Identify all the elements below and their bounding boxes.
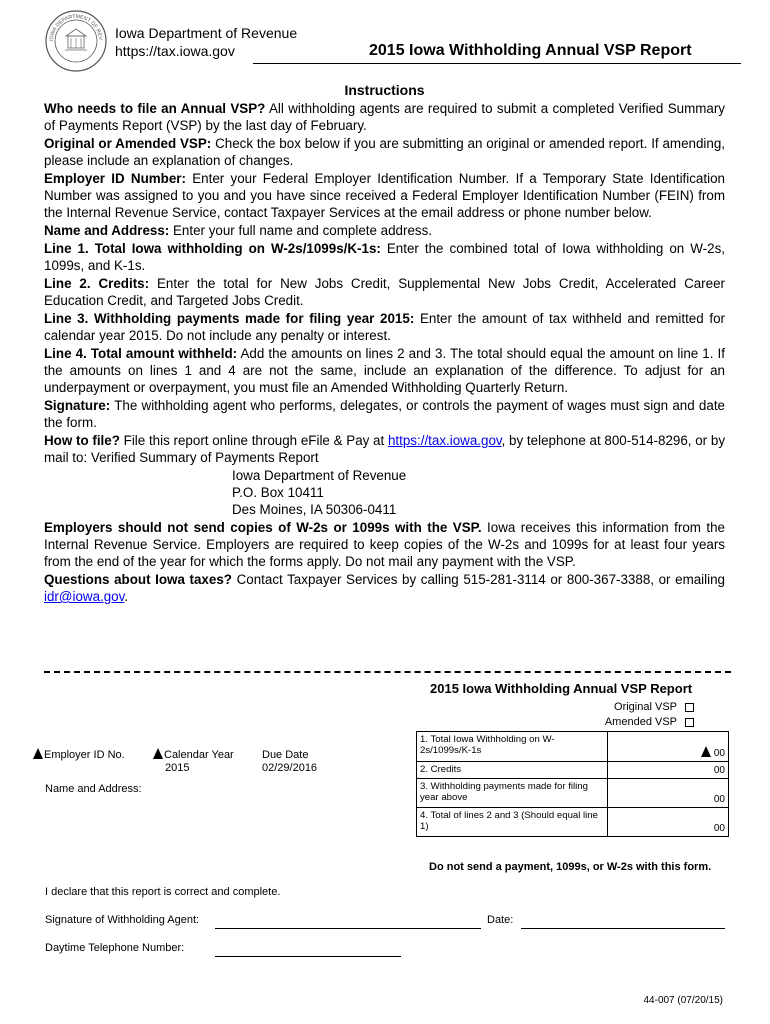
agency-name: Iowa Department of Revenue [115, 25, 298, 41]
original-vsp-label: Original VSP [614, 701, 677, 713]
calendar-year-field: Calendar Year 2015 [153, 748, 234, 775]
instr-signature: Signature: The withholding agent who performs, delegates, or controls the payment of wages must sign and date the form. [44, 398, 725, 430]
amended-vsp-label: Amended VSP [604, 716, 677, 728]
employer-id-field[interactable]: Employer ID No. [33, 748, 125, 762]
cut-line [44, 671, 731, 673]
line4-amount-input[interactable]: 00 [608, 808, 729, 837]
department-seal [45, 10, 107, 72]
phone-field[interactable] [215, 956, 401, 957]
phone-label: Daytime Telephone Number: [45, 942, 185, 954]
calendar-year-value: 2015 [165, 762, 190, 774]
table-row [417, 732, 729, 762]
name-address-label: Name and Address: [45, 783, 142, 795]
declaration: I declare that this report is correct and complete. [45, 886, 281, 898]
amended-vsp-option [605, 716, 694, 728]
instr-employers-note: Employers should not send copies of W-2s or 1099s with the VSP. Iowa receives this information from the Internal Revenue Service. Employers are required to keep copies of the W-2s and 1099s for at least four years from the end of the year for which the forms apply. Do not mail any payment with the VSP. [44, 520, 725, 569]
instructions-heading: Instructions [344, 82, 425, 98]
instr-line3: Line 3. Withholding payments made for filing year 2015: Enter the amount of tax withheld and remitted for calendar year 2015. Do not include any penalty or interest. [44, 311, 725, 343]
table-row [417, 762, 729, 779]
due-date-value: 02/29/2016 [262, 762, 318, 774]
instr-line4: Line 4. Total amount withheld: Add the amounts on lines 2 and 3. The total should equal the amount on line 1. If the amounts on lines 1 and 4 are not the same, include an explanation of the difference. To adjust for an underpayment or overpayment, you must file an Amended Withholding Quarterly Return. [44, 346, 725, 395]
line1-label: 1. Total Iowa Withholding on W-2s/1099s/K-1s [417, 732, 608, 762]
original-vsp-checkbox[interactable] [685, 703, 694, 712]
form-number: 44-007 (07/20/15) [643, 995, 723, 1006]
line4-label: 4. Total of lines 2 and 3 (Should equal line 1) [417, 808, 608, 837]
line3-amount-input[interactable]: 00 [608, 779, 729, 808]
triangle-marker-icon [153, 748, 163, 759]
table-row [417, 808, 729, 837]
instr-employer-id: Employer ID Number: Enter your Federal Employer Identification Number. If a Temporary State Identification Number was assigned to you and you have since received a Federal Employer Identification Number (FEIN) from the Internal Revenue Service, contact Taxpayer Services at the email address or phone number below. [44, 171, 725, 220]
seal-text: IOWA DEPARTMENT OF REV [48, 13, 104, 42]
no-payment-note: Do not send a payment, 1099s, or W-2s with this form. [429, 861, 712, 873]
form-title: 2015 Iowa Withholding Annual VSP Report [430, 681, 693, 696]
triangle-marker-icon [701, 746, 711, 757]
efile-link[interactable]: https://tax.iowa.gov [387, 433, 502, 448]
agency-website: https://tax.iowa.gov [115, 43, 235, 59]
instr-line1: Line 1. Total Iowa withholding on W-2s/1099s/K-1s: Enter the combined total of Iowa withholding on W-2s, 1099s, and K-1s. [44, 241, 725, 273]
mail-address: Iowa Department of Revenue P.O. Box 10411 Des Moines, IA 50306-0411 [232, 468, 407, 517]
email-link[interactable]: idr@iowa.gov [44, 589, 125, 604]
date-label: Date: [487, 914, 514, 926]
triangle-marker-icon [33, 748, 43, 759]
title-underline [253, 63, 741, 64]
svg-text:IOWA DEPARTMENT OF REVENUE [45, 10, 103, 41]
line3-label: 3. Withholding payments made for filing year above [417, 779, 608, 808]
due-date-field: Due Date 02/29/2016 [262, 749, 318, 774]
signature-label: Signature of Withholding Agent: [45, 914, 200, 926]
line2-amount-input[interactable]: 00 [608, 762, 729, 779]
agency-block [115, 24, 297, 60]
instr-original-amended: Original or Amended VSP: Check the box below if you are submitting an original or amended report. If amending, please include an explanation of changes. [44, 136, 725, 168]
instr-who: Who needs to file an Annual VSP? All withholding agents are required to submit a completed Verified Summary of Payments Report (VSP) by the last day of February. [44, 101, 725, 133]
instr-how-to-file: How to file? File this report online through eFile & Pay at https://tax.iowa.gov, by telephone at 800-514-8296, or by mail to: Verified Summary of Payments Report [44, 433, 726, 465]
line1-amount-input[interactable]: 00 [608, 732, 729, 762]
vsp-lines-table [416, 731, 729, 837]
instr-questions: Questions about Iowa taxes? Contact Taxpayer Services by calling 515-281-3114 or 800-367-3388, or emailing idr@iowa.gov. [44, 572, 725, 604]
signature-field[interactable] [215, 928, 481, 929]
date-field[interactable] [521, 928, 725, 929]
instr-name-address: Name and Address: Enter your full name and complete address. [44, 223, 433, 238]
page-title: 2015 Iowa Withholding Annual VSP Report [369, 42, 692, 59]
original-vsp-option [614, 701, 694, 713]
table-row [417, 779, 729, 808]
instr-line2: Line 2. Credits: Enter the total for New Jobs Credit, Supplemental New Jobs Credit, Accelerated Career Education Credit, and Targeted Jobs Credit. [44, 276, 725, 308]
instructions-section [44, 82, 725, 606]
amended-vsp-checkbox[interactable] [685, 718, 694, 727]
line2-label: 2. Credits [417, 762, 608, 779]
